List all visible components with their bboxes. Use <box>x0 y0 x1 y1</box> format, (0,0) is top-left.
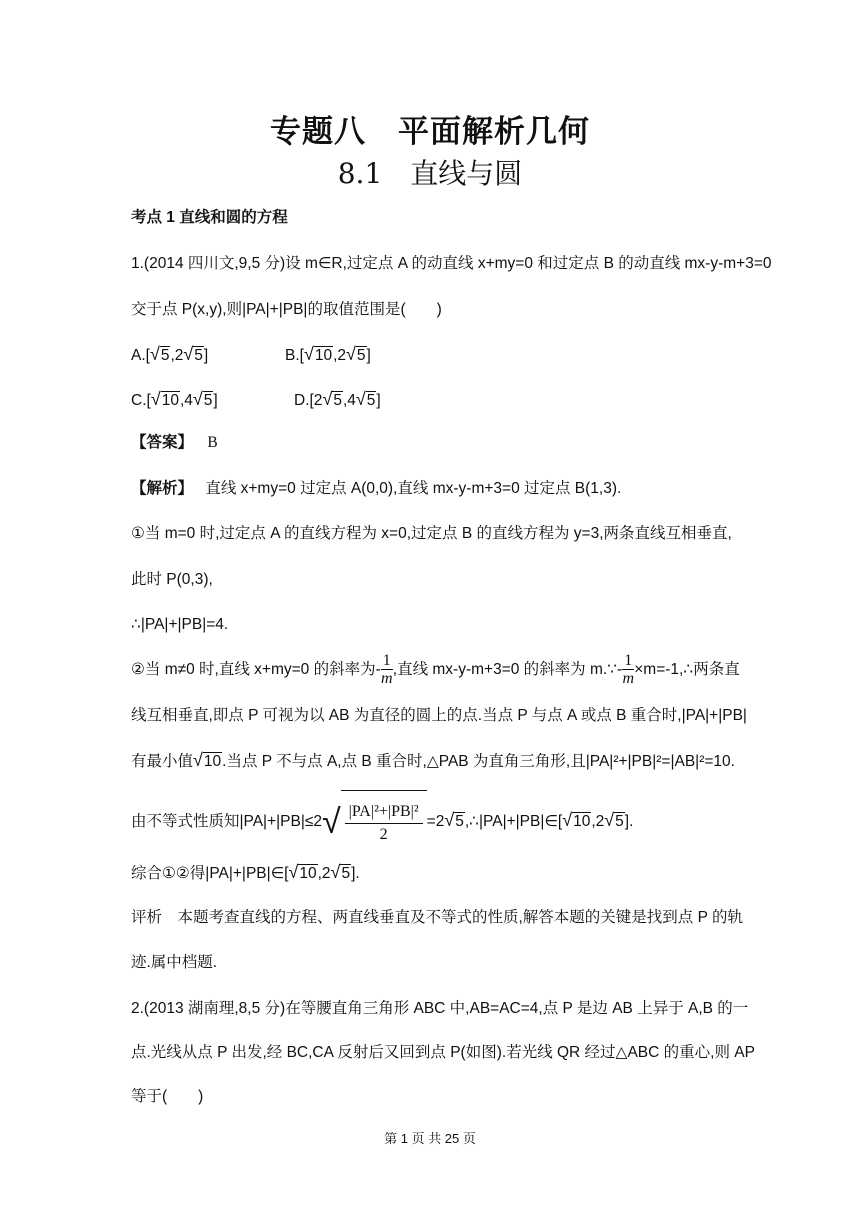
q2-line1: 2.(2013 湖南理,8,5 分)在等腰直角三角形 ABC 中,AB=AC=4,点 P 是边 AB 上异于 A,B 的一 <box>131 1000 749 1017</box>
answer-row <box>131 433 218 453</box>
analysis-label: 【解析】 <box>131 480 194 497</box>
case1-line1: ①当 m=0 时,过定点 A 的直线方程为 x=0,过定点 B 的直线方程为 y=3,两条直线互相垂直, <box>131 525 732 542</box>
chapter-title: 专题八 平面解析几何 <box>270 114 590 149</box>
q1-option-a: A.[√5,2√5] <box>131 344 209 364</box>
review-line1: 评析 本题考查直线的方程、两直线垂直及不等式的性质,解答本题的关键是找到点 P 的轨 <box>131 909 743 926</box>
inequality-line: 由不等式性质知|PA|+|PB|≤2√ $\frac{\text{|PA|²+|PB|²}}{2}$ =2√5,∴|PA|+|PB|∈[√10,2√5]. <box>131 790 633 853</box>
q1-stem-line2: 交于点 P(x,y),则|PA|+|PB|的取值范围是( ) <box>131 301 442 318</box>
q1-option-b: B.[√10,2√5] <box>285 344 371 364</box>
case2-line1: ②当 m≠0 时,直线 x+my=0 的斜率为- $\frac{1}{m}$ ,直线 mx-y-m+3=0 的斜率为 m.∵- $\frac{1}{m}$ ×m=-1,∴两条直 <box>131 652 740 688</box>
q1-stem-line1: 1.(2014 四川文,9,5 分)设 m∈R,过定点 A 的动直线 x+my=0 和过定点 B 的动直线 mx-y-m+3=0 <box>131 255 772 272</box>
section-title: 8.1 直线与圆 <box>337 157 523 190</box>
topic-heading: 考点 1 直线和圆的方程 <box>131 209 288 226</box>
review-line2: 迹.属中档题. <box>131 954 218 971</box>
conclusion-line: 综合①②得|PA|+|PB|∈[√10,2√5]. <box>131 862 360 882</box>
q1-option-d: D.[2√5,4√5] <box>294 389 381 409</box>
case2-line3: 有最小值√10.当点 P 不与点 A,点 B 重合时,△PAB 为直角三角形,且|PA|²+|PB|²=|AB|²=10. <box>131 750 735 770</box>
q1-option-c: C.[√10,4√5] <box>131 389 218 409</box>
analysis-text: 直线 x+my=0 过定点 A(0,0),直线 mx-y-m+3=0 过定点 B(1,3). <box>205 480 622 497</box>
slope-fraction: $\frac{1}{m}$ <box>380 652 393 688</box>
q2-line2: 点.光线从点 P 出发,经 BC,CA 反射后又回到点 P(如图).若光线 QR 经过△ABC 的重心,则 AP <box>131 1044 755 1061</box>
analysis-row <box>131 479 621 499</box>
page-footer: 第 1 页 共 25 页 <box>384 1131 476 1146</box>
q2-line3: 等于( ) <box>131 1088 204 1105</box>
case2-line2: 线互相垂直,即点 P 可视为以 AB 为直径的圆上的点.当点 P 与点 A 或点 B 重合时,|PA|+|PB| <box>131 707 747 724</box>
case1-line3: ∴|PA|+|PB|=4. <box>131 616 229 633</box>
answer-label: 【答案】 <box>131 434 194 451</box>
slope-fraction-2: $\frac{1}{m}$ <box>622 652 635 688</box>
case1-line2: 此时 P(0,3), <box>131 571 213 588</box>
answer-value: B <box>207 434 218 451</box>
